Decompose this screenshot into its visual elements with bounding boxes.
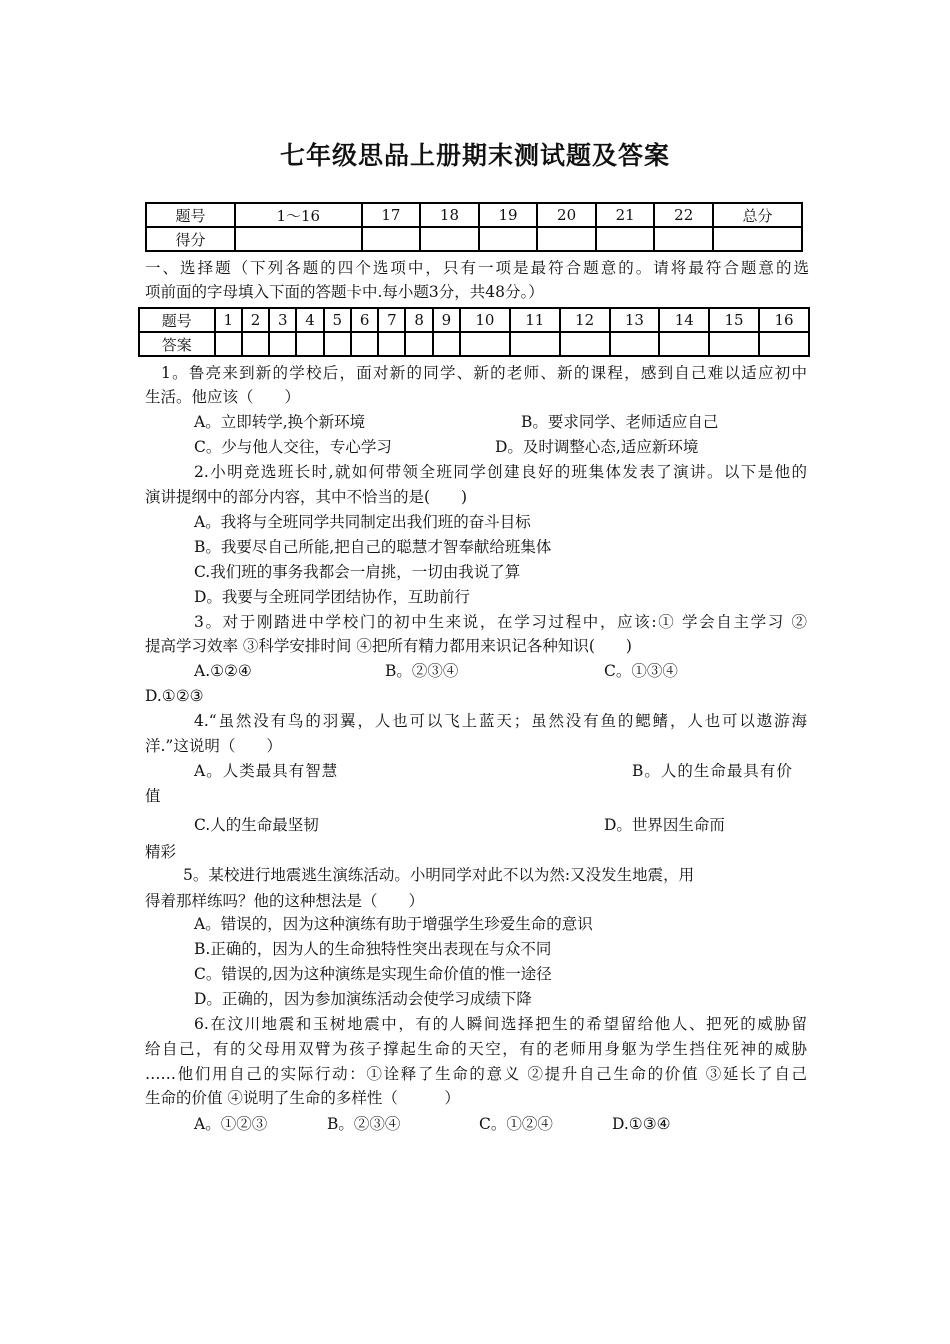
question-5-option-b: B.正确的，因为人的生命独特性突出表现在与众不同 xyxy=(194,940,552,958)
table-cell: 18 xyxy=(420,203,479,227)
question-6-option-a: A。①②③ xyxy=(194,1115,268,1133)
score-cell[interactable] xyxy=(362,227,421,251)
table-cell: 22 xyxy=(654,203,713,227)
answer-cell[interactable] xyxy=(296,332,323,356)
answer-cell[interactable] xyxy=(324,332,351,356)
table-cell: 8 xyxy=(405,308,432,332)
question-5-option-d: D。正确的，因为参加演练活动会使学习成绩下降 xyxy=(194,990,532,1008)
table-cell: 15 xyxy=(709,308,759,332)
question-5-stem: 得着那样练吗？他的这种想法是（ ） xyxy=(145,892,425,910)
question-1-option-d: D。及时调整心态,适应新环境 xyxy=(495,438,699,456)
question-4-option-b: B。人的生命最具有价 xyxy=(632,762,793,780)
score-cell[interactable] xyxy=(420,227,479,251)
answer-cell[interactable] xyxy=(269,332,296,356)
table-row xyxy=(146,227,802,251)
section-instruction: 项前面的字母填入下面的答题卡中.每小题3分，共48分。） xyxy=(145,283,544,301)
answer-cell[interactable] xyxy=(351,332,378,356)
answer-cell[interactable] xyxy=(709,332,759,356)
page-title: 七年级思品上册期末测试题及答案 xyxy=(279,141,670,170)
question-6-stem: 6.在汶川地震和玉树地震中，有的人瞬间选择把生的希望留给他人、把死的威胁留 xyxy=(194,1015,807,1033)
question-2-option-a: A。我将与全班同学共同制定出我们班的奋斗目标 xyxy=(194,513,531,531)
table-cell: 12 xyxy=(560,308,610,332)
table-row xyxy=(139,308,809,332)
question-6-stem: 生命的价值 ④说明了生命的多样性（ ） xyxy=(145,1089,460,1107)
question-2-stem: 演讲提纲中的部分内容，其中不恰当的是( ) xyxy=(145,488,468,506)
question-1-option-a: A。立即转学,换个新环境 xyxy=(194,413,366,431)
answer-cell[interactable] xyxy=(242,332,269,356)
answer-cell[interactable] xyxy=(405,332,432,356)
question-2-option-b: B。我要尽自己所能,把自己的聪慧才智奉献给班集体 xyxy=(194,538,552,556)
question-6-option-d: D.①③④ xyxy=(612,1115,671,1133)
answer-cell[interactable] xyxy=(378,332,405,356)
question-3-option-d: D.①②③ xyxy=(145,687,204,705)
question-2-stem: 2.小明竞选班长时,就如何带领全班同学创建良好的班集体发表了演讲。以下是他的 xyxy=(194,463,807,481)
question-1-option-c: C。少与他人交往，专心学习 xyxy=(194,438,392,456)
question-5-option-a: A。错误的，因为这种演练有助于增强学生珍爱生命的意识 xyxy=(194,915,593,933)
question-1-option-b: B。要求同学、老师适应自己 xyxy=(521,413,719,431)
table-cell: 21 xyxy=(596,203,655,227)
table-cell: 4 xyxy=(296,308,323,332)
question-6-stem: ……他们用自己的实际行动：①诠释了生命的意义 ②提升自己生命的价值 ③延长了自己 xyxy=(145,1065,807,1083)
question-6-option-b: B。②③④ xyxy=(327,1115,401,1133)
table-cell: 20 xyxy=(537,203,596,227)
table-cell: 3 xyxy=(269,308,296,332)
answer-cell[interactable] xyxy=(215,332,242,356)
question-5-stem: 5。某校进行地震逃生演练活动。小明同学对此不以为然:又没发生地震，用 xyxy=(183,866,695,884)
question-4-option-c: C.人的生命最坚韧 xyxy=(194,816,319,834)
table-cell: 13 xyxy=(610,308,660,332)
question-3-stem: 提高学习效率 ③科学安排时间 ④把所有精力都用来识记各种知识( ) xyxy=(145,637,632,655)
question-6-option-c: C。①②④ xyxy=(479,1115,553,1133)
question-3-option-a: A.①②④ xyxy=(194,662,252,680)
question-1-stem: 生活。他应该（ ） xyxy=(145,388,301,406)
table-cell: 总分 xyxy=(713,203,802,227)
question-6-stem: 给自己，有的父母用双臂为孩子撑起生命的天空，有的老师用身躯为学生挡住死神的威胁 xyxy=(145,1040,807,1058)
table-cell: 9 xyxy=(433,308,460,332)
answer-cell[interactable] xyxy=(659,332,709,356)
table-cell: 6 xyxy=(351,308,378,332)
table-cell: 得分 xyxy=(146,227,235,251)
table-cell: 2 xyxy=(242,308,269,332)
answer-cell[interactable] xyxy=(610,332,660,356)
question-4-option-a: A。人类最具有智慧 xyxy=(194,762,339,780)
score-cell[interactable] xyxy=(654,227,713,251)
score-cell[interactable] xyxy=(713,227,802,251)
question-1-stem: 1。鲁亮来到新的学校后，面对新的同学、新的老师、新的课程，感到自己难以适应初中 xyxy=(161,364,807,382)
table-cell: 答案 xyxy=(139,332,215,356)
table-cell: 7 xyxy=(378,308,405,332)
table-cell: 16 xyxy=(759,308,809,332)
answer-cell[interactable] xyxy=(510,332,560,356)
answer-cell[interactable] xyxy=(560,332,610,356)
question-4-stem: 4.“虽然没有鸟的羽翼，人也可以飞上蓝天；虽然没有鱼的鳃鳍，人也可以遨游海 xyxy=(194,712,807,730)
table-cell: 14 xyxy=(659,308,709,332)
table-cell: 17 xyxy=(362,203,421,227)
answer-cell[interactable] xyxy=(460,332,510,356)
score-table xyxy=(145,202,803,252)
question-3-option-b: B。②③④ xyxy=(385,662,459,680)
score-cell[interactable] xyxy=(235,227,362,251)
table-cell: 1 xyxy=(215,308,242,332)
table-cell: 10 xyxy=(460,308,510,332)
table-cell: 5 xyxy=(324,308,351,332)
question-3-option-c: C。①③④ xyxy=(604,662,678,680)
table-cell: 19 xyxy=(479,203,538,227)
question-4-stem: 洋.”这说明（ ） xyxy=(145,737,282,755)
answer-cell[interactable] xyxy=(759,332,809,356)
score-cell[interactable] xyxy=(479,227,538,251)
question-3-stem: 3。对于刚踏进中学校门的初中生来说，在学习过程中，应该:① 学会自主学习 ② xyxy=(194,613,807,631)
answer-table xyxy=(138,307,810,357)
table-cell: 1～16 xyxy=(235,203,362,227)
section-instruction: 一、选择题（下列各题的四个选项中，只有一项是最符合题意的。请将最符合题意的选 xyxy=(145,259,809,277)
table-cell: 题号 xyxy=(146,203,235,227)
table-cell: 11 xyxy=(510,308,560,332)
question-4-option-d-cont: 精彩 xyxy=(145,843,177,861)
question-2-option-c: C.我们班的事务我都会一肩挑，一切由我说了算 xyxy=(194,563,521,581)
question-4-option-b-cont: 值 xyxy=(145,787,161,805)
score-cell[interactable] xyxy=(537,227,596,251)
answer-cell[interactable] xyxy=(433,332,460,356)
score-cell[interactable] xyxy=(596,227,655,251)
table-row xyxy=(146,203,802,227)
table-cell: 题号 xyxy=(139,308,215,332)
table-row xyxy=(139,332,809,356)
question-4-option-d: D。世界因生命而 xyxy=(604,816,725,834)
question-5-option-c: C。错误的,因为这种演练是实现生命价值的惟一途径 xyxy=(194,965,552,983)
question-2-option-d: D。我要与全班同学团结协作，互助前行 xyxy=(194,588,470,606)
